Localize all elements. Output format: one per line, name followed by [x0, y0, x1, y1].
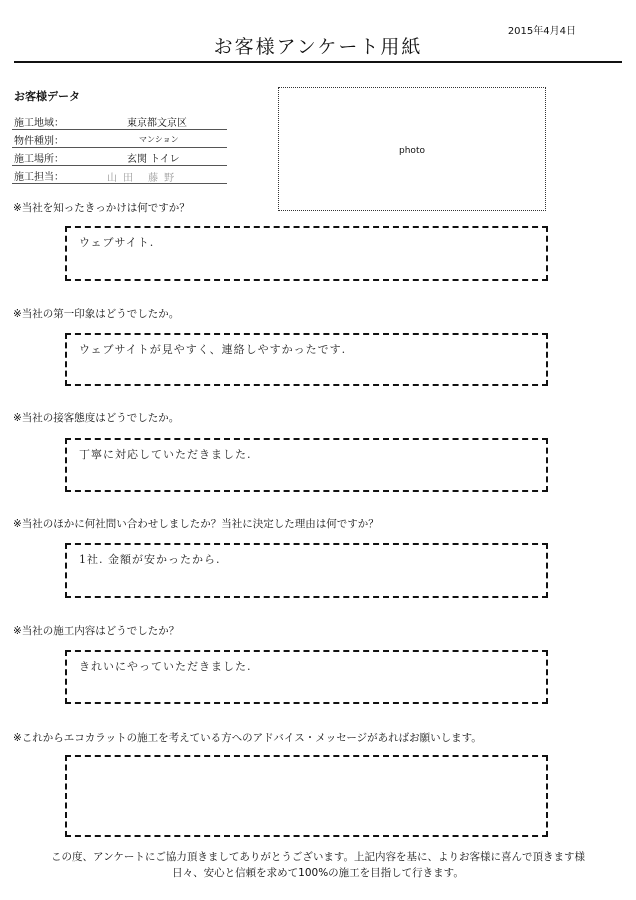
- photo-placeholder: [278, 87, 546, 211]
- footer-line-1: この度、アンケートにご協力頂きましてありがとうございます。上記内容を基に、よりお客様に喜んで頂きます様: [50, 851, 586, 863]
- answer-box-3: [65, 438, 548, 492]
- answer-text-1: ウェブサイト.: [79, 236, 155, 249]
- info-row-property-type: [12, 130, 227, 148]
- question-4: ※当社のほかに何社問い合わせしましたか？当社に決定した理由は何ですか？: [13, 518, 379, 530]
- answer-box-1: [65, 226, 548, 281]
- page-title: お客様アンケート用紙: [213, 36, 423, 58]
- answer-text-5: きれいにやっていただきました.: [79, 660, 252, 673]
- info-value: マンション: [139, 135, 179, 144]
- footer-message: [0, 849, 636, 881]
- answer-text-3: 丁寧に対応していただきました.: [79, 448, 252, 461]
- question-6: ※これからエコカラットの施工を考えている方へのアドバイス・メッセージがあればお願いします。: [13, 732, 482, 744]
- photo-label: photo: [399, 146, 425, 156]
- answer-box-6: [65, 755, 548, 837]
- date: 2015年4月4日: [507, 26, 576, 37]
- info-row-location: [12, 148, 227, 166]
- info-value: 玄関 トイレ: [127, 154, 180, 165]
- title-underline: [14, 61, 622, 63]
- customer-info-table: [12, 112, 227, 184]
- info-label: 施工場所：: [14, 154, 64, 165]
- question-2: ※当社の第一印象はどうでしたか。: [13, 308, 180, 320]
- info-row-area: [12, 112, 227, 130]
- question-5: ※当社の施工内容はどうでしたか？: [13, 625, 180, 637]
- info-label: 施工地域：: [14, 118, 64, 129]
- info-label: 物件種別：: [14, 136, 64, 147]
- answer-text-2: ウェブサイトが見やすく、連絡しやすかったです.: [79, 343, 347, 356]
- answer-box-2: [65, 333, 548, 386]
- answer-box-4: [65, 543, 548, 598]
- info-label: 施工担当：: [14, 172, 64, 183]
- question-3: ※当社の接客態度はどうでしたか。: [13, 412, 180, 424]
- question-1: ※当社を知ったきっかけは何ですか？: [13, 202, 190, 214]
- info-row-staff: [12, 166, 227, 184]
- footer-line-2: 日々、安心と信頼を求めて100%の施工を目指して行きます。: [172, 867, 464, 879]
- answer-box-5: [65, 650, 548, 704]
- info-value: 東京都文京区: [127, 118, 187, 129]
- customer-section-label: お客様データ: [14, 90, 80, 103]
- answer-text-4: 1社. 金額が安かったから.: [79, 553, 221, 566]
- info-value-handwritten: 山田 藤野: [107, 173, 181, 184]
